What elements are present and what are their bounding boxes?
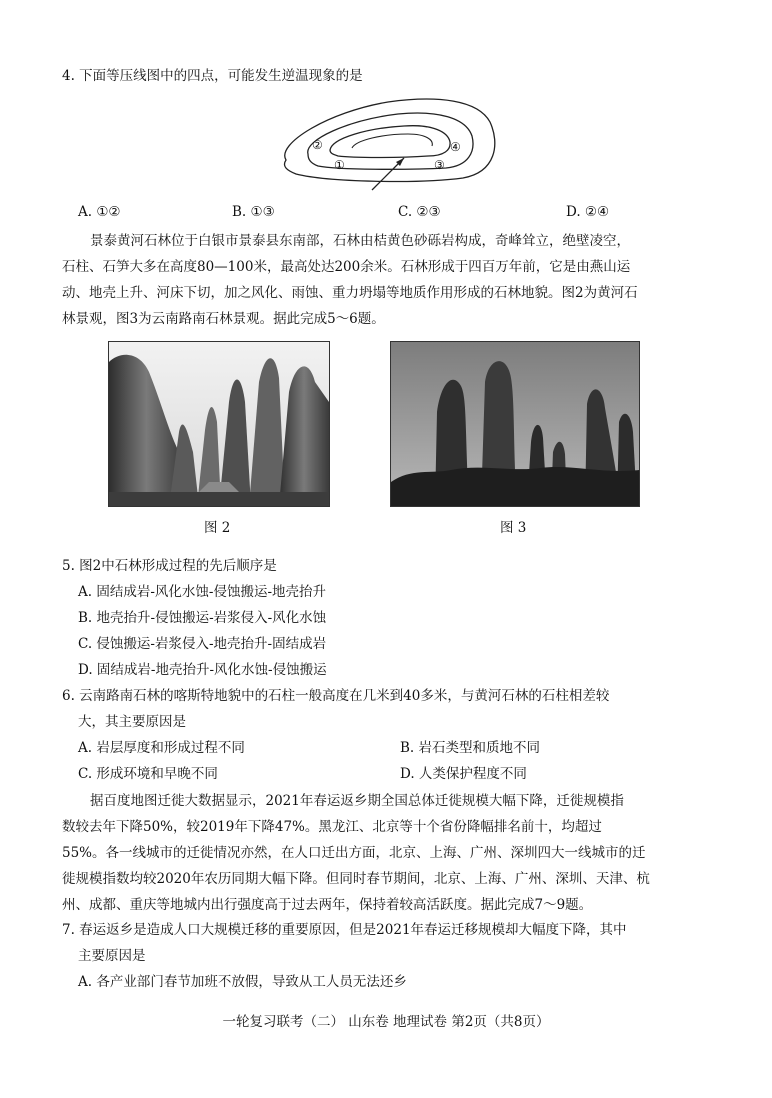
q7-stem-line-2: 主要原因是 — [78, 948, 146, 964]
q6-stem-line-1: 6. 云南路南石林的喀斯特地貌中的石柱一般高度在几米到40多米，与黄河石林的石柱相差较 — [62, 688, 610, 704]
passage-2-line-5: 州、成都、重庆等地城内出行强度高于过去两年，保持着较高活跃度。据此完成7～9题。 — [62, 897, 593, 913]
q6-option-b: B. 岩石类型和质地不同 — [400, 740, 541, 756]
isobar-diagram — [268, 92, 508, 194]
figure-2-photo — [108, 341, 330, 507]
passage-1-line-3: 动、地壳上升、河床下切，加之风化、雨蚀、重力坍塌等地质作用形成的石林地貌。图2为黄河石 — [62, 285, 638, 301]
figure-3-caption: 图 3 — [500, 520, 527, 536]
diagram-label-2: ② — [312, 138, 323, 152]
diagram-label-3: ③ — [434, 158, 445, 172]
isobar-middle — [308, 113, 473, 169]
passage-1-line-4: 林景观，图3为云南路南石林景观。据此完成5～6题。 — [62, 311, 385, 327]
q4-option-c: C. ②③ — [398, 204, 441, 220]
figure-3-image — [391, 342, 639, 506]
q5-stem: 5. 图2中石林形成过程的先后顺序是 — [62, 558, 277, 574]
passage-2 — [62, 788, 720, 918]
q6-option-a: A. 岩层厚度和形成过程不同 — [78, 740, 245, 756]
isobar-diagram-svg — [268, 92, 508, 194]
passage-1-line-1: 景泰黄河石林位于白银市景泰县东南部，石林由桔黄色砂砾岩构成，奇峰耸立，绝壁凌空， — [90, 233, 630, 249]
q6-option-d: D. 人类保护程度不同 — [400, 766, 527, 782]
passage-1-line-2: 石柱、石笋大多在高度80—100米，最高处达200余米。石林形成于四百万年前，它是由燕山运 — [62, 259, 631, 275]
q5-option-b: B. 地壳抬升-侵蚀搬运-岩浆侵入-风化水蚀 — [78, 610, 327, 626]
passage-2-line-2: 数较去年下降50%，较2019年下降47%。黑龙江、北京等十个省份降幅排名前十，均超过 — [62, 819, 602, 835]
q6-option-c: C. 形成环境和早晚不同 — [78, 766, 218, 782]
page-footer: 一轮复习联考（二） 山东卷 地理试卷 第2页（共8页） — [222, 1014, 550, 1030]
q4-option-b: B. ①③ — [232, 204, 275, 220]
q5-option-c: C. 侵蚀搬运-岩浆侵入-地壳抬升-固结成岩 — [78, 636, 327, 652]
figure-2-caption: 图 2 — [204, 520, 231, 536]
diagram-label-1: ① — [334, 158, 345, 172]
q4-option-a: A. ①② — [78, 204, 121, 220]
q4-stem: 4. 下面等压线图中的四点，可能发生逆温现象的是 — [62, 68, 363, 84]
q7-option-a: A. 各产业部门春节加班不放假，导致从工人员无法还乡 — [78, 974, 407, 990]
passage-2-line-4: 徙规模指数均较2020年农历同期大幅下降。但同时春节期间，北京、上海、广州、深圳、天津、杭 — [62, 871, 650, 887]
figure-2-image — [109, 342, 329, 506]
passage-1 — [62, 228, 720, 332]
q6-stem-line-2: 大，其主要原因是 — [78, 714, 186, 730]
q5-option-a: A. 固结成岩-风化水蚀-侵蚀搬运-地壳抬升 — [78, 584, 327, 600]
isobar-inner-2 — [352, 134, 432, 148]
q5-option-d: D. 固结成岩-地壳抬升-风化水蚀-侵蚀搬运 — [78, 662, 327, 678]
q4-option-d: D. ②④ — [566, 204, 610, 220]
passage-2-line-3: 55%。各一线城市的迁徙情况亦然，在人口迁出方面，北京、上海、广州、深圳四大一线城市的迁 — [62, 845, 646, 861]
diagram-label-4: ④ — [450, 140, 461, 154]
passage-2-line-1: 据百度地图迁徙大数据显示，2021年春运返乡期全国总体迁徙规模大幅下降，迁徙规模指 — [90, 793, 624, 809]
q7-stem-line-1: 7. 春运返乡是造成人口大规模迁移的重要原因，但是2021年春运迁移规模却大幅度下降，其中 — [62, 922, 627, 938]
figure-3-photo — [390, 341, 640, 507]
